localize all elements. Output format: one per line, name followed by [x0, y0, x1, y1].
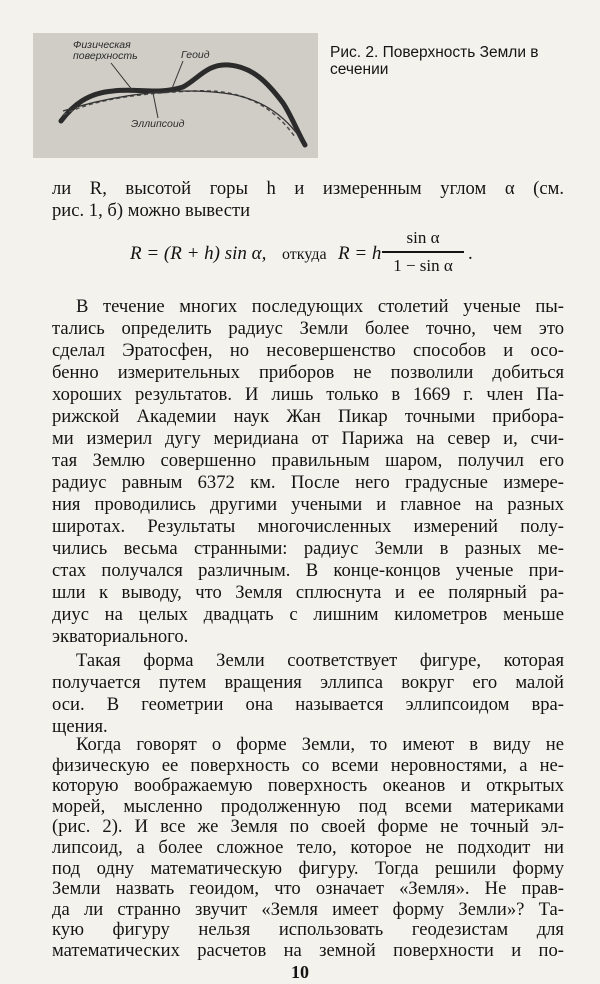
text-line: ния проводились другими учеными и главное на разных: [52, 494, 564, 515]
formula-end: .: [468, 243, 473, 264]
formula-right: R = h: [338, 243, 382, 264]
text-line: бенно измерительных приборов не позволили добиться: [52, 362, 564, 383]
text-line: да ли странно звучит «Земля имеет форму Земли»? Та-: [52, 898, 564, 920]
text-line: математических расчетов на земной поверхности и по-: [52, 940, 564, 961]
text-line: липсоид, а более сложное тело, которое не подходит ни: [52, 837, 564, 858]
text-line: которую воображаемую поверхность океанов и открытых: [52, 775, 564, 797]
text-line: радиус равным 6372 км. После него градусные измере-: [52, 472, 564, 493]
text-line: оси. В геометрии она называется эллипсоидом вра-: [52, 694, 564, 715]
text-line: хороших результатов. И лишь только в 1669 г. член Па-: [52, 384, 564, 405]
text-line: физическую ее поверхность со всеми неровностями, а не-: [52, 754, 564, 776]
ellipsoid-curve: [63, 91, 301, 139]
text-line: морей, мысленно продолженную под всеми материками: [52, 795, 564, 817]
text-line: стах получался различным. В конце-концов ученые при-: [52, 560, 564, 581]
text-line: Такая форма Земли соответствует фигуре, которая: [76, 650, 564, 671]
physical-surface-curve: [61, 65, 305, 145]
text-line: ли R, высотой горы h и измеренным углом α (см.: [52, 178, 564, 199]
text-line: Когда говорят о форме Земли, то имеют в виду не: [76, 734, 564, 755]
geoid-curve: [63, 91, 295, 137]
text-line: рижской Академии наук Жан Пикар точными прибора-: [52, 406, 564, 427]
leader-physical: [111, 63, 133, 91]
leader-ellipsoid: [153, 93, 158, 118]
text-line: щения.: [52, 716, 108, 737]
text-line: (рис. 2). И все же Земля по своей форме не точный эл-: [52, 816, 564, 838]
page-number: 10: [291, 962, 309, 982]
text-line: ми измерил дугу меридиана от Парижа на север и, счи-: [52, 428, 564, 449]
text-line: экваториального.: [52, 626, 189, 647]
fraction-bar: [382, 251, 464, 253]
label-geoid: Геоид: [181, 49, 210, 61]
label-physical-surface: Физическая поверхность: [73, 39, 138, 62]
label-ellipsoid: Эллипсоид: [131, 118, 185, 130]
formula-numerator: sin α: [406, 228, 440, 247]
text-line: широтах. Результаты многочисленных измерений полу-: [52, 516, 564, 537]
formula: [130, 226, 490, 284]
figure-caption: Рис. 2. Поверхность Земли в сечении: [330, 44, 539, 78]
text-line: В течение многих последующих столетий ученые пы-: [76, 296, 564, 317]
formula-denominator: 1 − sin α: [393, 256, 453, 275]
text-line: чились весьма странными: радиус Земли в разных ме-: [52, 538, 564, 559]
text-line: шли к выводу, что Земля сплюснута и ее полярный ра-: [52, 582, 564, 603]
text-line: тая Землю совершенно правильным шаром, получил его: [52, 450, 564, 471]
text-line: под одну математическую фигуру. Тогда решили форму: [52, 857, 564, 879]
text-line: рис. 1, б) можно вывести: [52, 200, 251, 221]
text-line: кую фигуру нельзя использовать геодезистам для: [52, 919, 564, 941]
text-line: сделал Эратосфен, но несовершенство способов и осо-: [52, 340, 564, 361]
text-line: получается путем вращения эллипса вокруг его малой: [52, 672, 564, 693]
formula-left: R = (R + h) sin α,: [130, 243, 267, 264]
text-line: тались определить радиус Земли более точно, чем это: [52, 318, 564, 339]
formula-fraction: [378, 226, 468, 278]
text-line: диус на целых двадцать с лишним километров меньше: [52, 604, 564, 625]
text-line: Земли назвать геоидом, что означает «Земля». Не прав-: [52, 878, 564, 900]
figure-earth-section: [33, 33, 318, 158]
formula-word: откуда: [282, 246, 327, 263]
